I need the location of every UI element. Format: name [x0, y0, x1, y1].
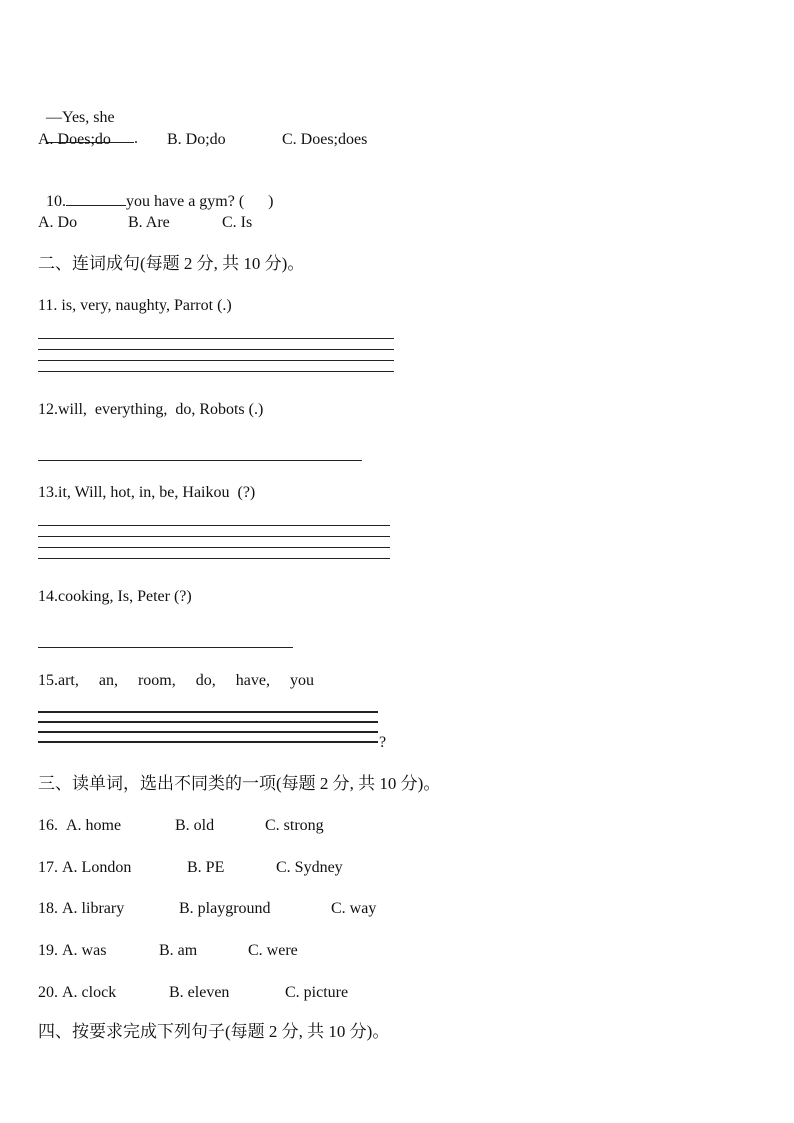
q19-option-b[interactable]: B. am: [159, 942, 198, 959]
q13-writing-line-1[interactable]: [38, 525, 390, 526]
q14-question: 14.cooking, Is, Peter (?): [38, 588, 192, 605]
q15-writing-line-3[interactable]: [38, 731, 378, 733]
q12-writing-line[interactable]: [38, 460, 362, 461]
q16-option-b[interactable]: B. old: [175, 817, 215, 834]
q11-writing-line-1[interactable]: [38, 338, 394, 339]
q20-option-a[interactable]: A. clock: [62, 984, 117, 1001]
q9-answer-prefix: —Yes, she: [46, 109, 115, 126]
q9-option-a[interactable]: A. Does;do: [38, 131, 111, 148]
q11-question: 11. is, very, naughty, Parrot (.): [38, 297, 232, 314]
q10-blank[interactable]: [66, 191, 126, 206]
q19-option-a[interactable]: A. was: [62, 942, 107, 959]
q10-option-a[interactable]: A. Do: [38, 214, 78, 231]
q19-number: 19.: [38, 942, 58, 959]
q15-end-mark: ?: [379, 734, 387, 751]
q20-option-b[interactable]: B. eleven: [169, 984, 230, 1001]
q20-number: 20.: [38, 984, 58, 1001]
q11-writing-line-2[interactable]: [38, 349, 394, 350]
q11-writing-line-4[interactable]: [38, 371, 394, 372]
q18-option-c[interactable]: C. way: [331, 900, 377, 917]
q10-option-b[interactable]: B. Are: [128, 214, 170, 231]
q18-number: 18.: [38, 900, 58, 917]
q13-question: 13.it, Will, hot, in, be, Haikou (?): [38, 484, 256, 501]
q17-option-c[interactable]: C. Sydney: [276, 859, 343, 876]
q14-writing-line[interactable]: [38, 647, 293, 648]
q16-option-c[interactable]: C. strong: [265, 817, 324, 834]
q10-question: [38, 171, 274, 212]
section3-title: 三、读单词，选出不同类的一项(每题 2 分, 共 10 分)。: [38, 774, 441, 793]
q15-writing-line-1[interactable]: [38, 711, 378, 713]
q9-option-b[interactable]: B. Do;do: [167, 131, 226, 148]
q13-writing-line-2[interactable]: [38, 536, 390, 537]
q16-number: 16.: [38, 817, 58, 834]
q17-option-a[interactable]: A. London: [62, 859, 132, 876]
q19-option-c[interactable]: C. were: [248, 942, 298, 959]
q12-question: 12.will, everything, do, Robots (.): [38, 401, 264, 418]
q15-writing-line-4[interactable]: [38, 741, 378, 743]
q17-option-b[interactable]: B. PE: [187, 859, 225, 876]
section4-title: 四、按要求完成下列句子(每题 2 分, 共 10 分)。: [38, 1022, 390, 1041]
q13-writing-line-3[interactable]: [38, 547, 390, 548]
q10-number: 10.: [46, 193, 66, 210]
section2-title: 二、连词成句(每题 2 分, 共 10 分)。: [38, 254, 305, 273]
q10-option-c[interactable]: C. Is: [222, 214, 253, 231]
q9-option-c[interactable]: C. Does;does: [282, 131, 368, 148]
q17-number: 17.: [38, 859, 58, 876]
q20-option-c[interactable]: C. picture: [285, 984, 349, 1001]
q18-option-a[interactable]: A. library: [62, 900, 125, 917]
q15-writing-line-2[interactable]: [38, 721, 378, 723]
q11-writing-line-3[interactable]: [38, 360, 394, 361]
q10-text: you have a gym? ( ): [126, 193, 274, 210]
q9-answer-suffix: .: [134, 130, 138, 147]
q15-question: 15.art, an, room, do, have, you: [38, 672, 314, 689]
q16-option-a[interactable]: A. home: [66, 817, 122, 834]
q18-option-b[interactable]: B. playground: [179, 900, 271, 917]
q13-writing-line-4[interactable]: [38, 558, 390, 559]
